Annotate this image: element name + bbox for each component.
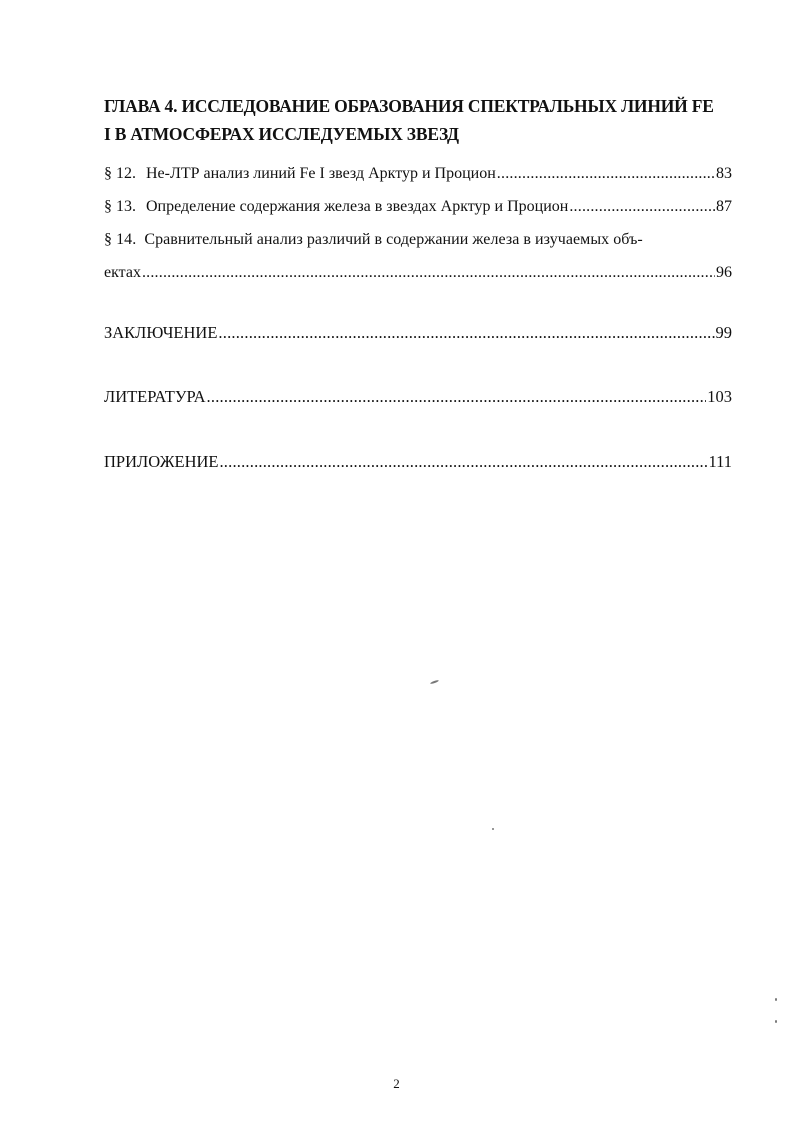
toc-entry-literature (104, 387, 732, 407)
section-number: § 13. (104, 198, 136, 215)
dot-leader (218, 323, 714, 343)
page-number: 103 (707, 387, 732, 406)
page-number: 83 (716, 165, 732, 182)
chapter-heading (104, 92, 744, 148)
section-number: § 12. (104, 165, 136, 182)
entry-title: ЛИТЕРАТУРА (104, 387, 206, 406)
dot-leader (207, 387, 707, 407)
toc-entry-section-13 (104, 197, 732, 217)
dot-leader (569, 197, 715, 217)
chapter-heading-line-1: ГЛАВА 4. ИССЛЕДОВАНИЕ ОБРАЗОВАНИЯ СПЕКТРАЛЬНЫХ ЛИНИЙ FE (104, 96, 714, 116)
page-number: 111 (708, 452, 732, 471)
page-number: 87 (716, 198, 732, 215)
section-title-line-2 (104, 263, 732, 283)
chapter-heading-line-2: I В АТМОСФЕРАХ ИССЛЕДУЕМЫХ ЗВЕЗД (104, 124, 459, 144)
toc-entry-conclusion (104, 323, 732, 343)
toc-entry-section-14 (104, 230, 732, 283)
page-number: 99 (715, 323, 732, 342)
scan-speck (430, 680, 439, 685)
dot-leader (142, 263, 715, 283)
footer-page-number: 2 (393, 1076, 400, 1091)
toc-entry-appendix (104, 452, 732, 472)
section-title: Не-ЛТР анализ линий Fe I звезд Арктур и Процион (146, 165, 496, 182)
section-title-line-1 (104, 230, 732, 250)
scan-speck (775, 998, 777, 1001)
dot-leader (497, 164, 715, 184)
section-title: Сравнительный анализ различий в содержании железа в изучаемых объ- (144, 231, 643, 248)
scan-speck (492, 828, 494, 830)
section-title: Определение содержания железа в звездах Арктур и Процион (146, 198, 569, 215)
dot-leader (219, 452, 707, 472)
section-title-continuation: ектах (104, 264, 141, 281)
entry-title: ПРИЛОЖЕНИЕ (104, 452, 219, 471)
toc-entry-section-12 (104, 164, 732, 184)
entry-title: ЗАКЛЮЧЕНИЕ (104, 323, 218, 342)
scan-speck (775, 1020, 777, 1023)
page-number: 96 (716, 264, 732, 281)
section-number: § 14. (104, 231, 137, 248)
